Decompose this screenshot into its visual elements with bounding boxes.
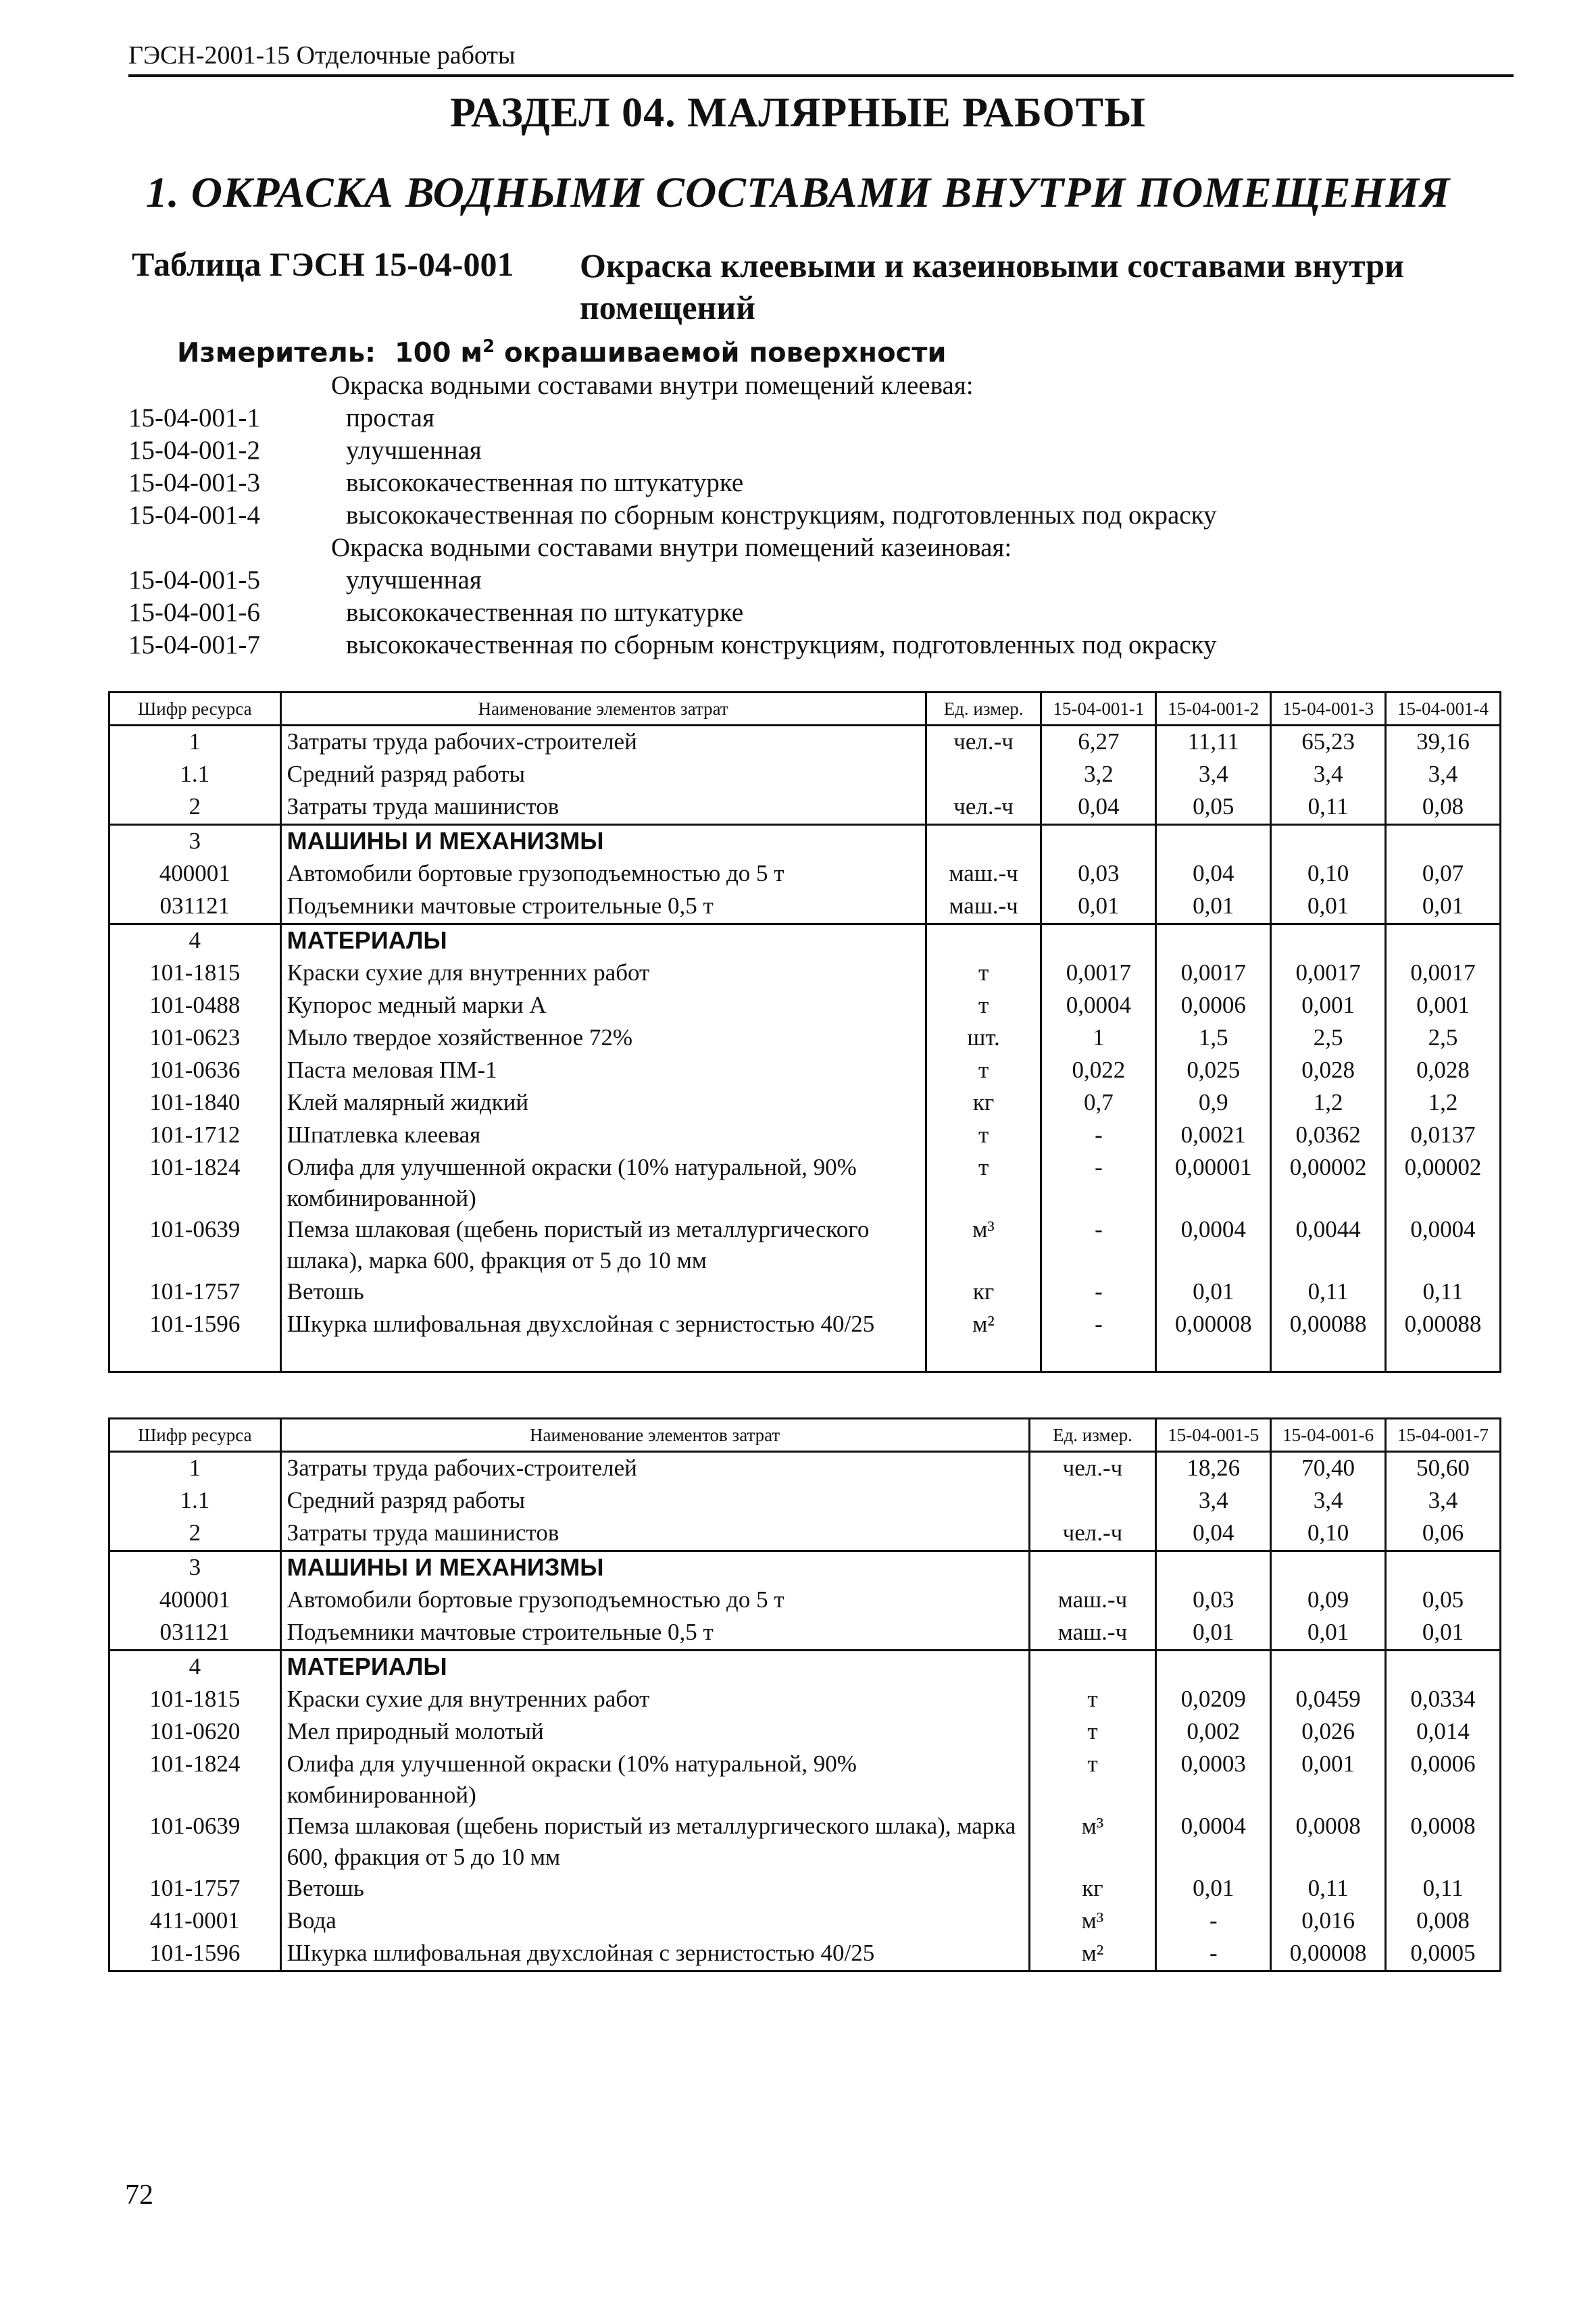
code-list-item: [128, 500, 1514, 532]
cell-code: 101-0623: [109, 1022, 281, 1055]
table-row: [109, 1022, 1501, 1055]
table-row: [109, 924, 1501, 958]
cell-name: Автомобили бортовые грузоподъемностью до 5 т: [280, 1584, 1029, 1617]
code-list-desc: высококачественная по сборным конструкциям, подготовленных под окраску: [346, 501, 1217, 530]
cell-value: 3,4: [1156, 1485, 1271, 1517]
code-list-item: [128, 597, 1514, 630]
cell-name: Мел природный молотый: [280, 1716, 1029, 1749]
cell-value: [1156, 1651, 1271, 1684]
code-list-desc: высококачественная по штукатурке: [346, 468, 744, 497]
table-row: [109, 890, 1501, 924]
cell-value: 3,2: [1041, 759, 1156, 791]
cell-code: 031121: [109, 1617, 281, 1651]
cell-value: 3,4: [1386, 1485, 1501, 1517]
table-row: [109, 1651, 1501, 1684]
cell-value: 0,01: [1156, 890, 1271, 924]
code-list-item: [128, 403, 1514, 435]
cell-value: 0,06: [1386, 1517, 1501, 1551]
cell-code: 031121: [109, 890, 281, 924]
code-list-desc: простая: [346, 403, 434, 432]
table-row: [109, 726, 1501, 759]
cell-value: 0,00088: [1271, 1309, 1386, 1372]
cell-value: -: [1041, 1152, 1156, 1214]
cell-value: 0,01: [1386, 890, 1501, 924]
cell-value: [1156, 1551, 1271, 1585]
cell-unit: т: [926, 1152, 1041, 1214]
cell-code: 2: [109, 791, 281, 825]
code-list-item: [128, 468, 1514, 500]
cell-name: Шкурка шлифовальная двухслойная с зернистостью 40/25: [280, 1938, 1029, 1971]
cell-value: 1: [1041, 1022, 1156, 1055]
subsection-title: 1. ОКРАСКА ВОДНЫМИ СОСТАВАМИ ВНУТРИ ПОМЕЩЕНИЯ: [145, 168, 1451, 216]
cell-value: 0,0004: [1041, 990, 1156, 1022]
code-list-desc: высококачественная по штукатурке: [346, 598, 744, 627]
code-list-item: [128, 630, 1514, 662]
table-row: [109, 759, 1501, 791]
cell-code: 1.1: [109, 1485, 281, 1517]
cell-value: 0,00001: [1156, 1152, 1271, 1214]
cell-value: [1271, 1551, 1386, 1585]
cell-name: Пемза шлаковая (щебень пористый из металлургического шлака), марка 600, фракция от 5 до 10 мм: [280, 1214, 926, 1276]
cell-name: Олифа для улучшенной окраски (10% натуральной, 90% комбинированной): [280, 1749, 1029, 1811]
cell-name: Затраты труда машинистов: [280, 1517, 1029, 1551]
cell-value: 0,0459: [1271, 1684, 1386, 1716]
cell-value: -: [1156, 1938, 1271, 1971]
cell-unit: кг: [1029, 1873, 1156, 1905]
table-row: [109, 1617, 1501, 1651]
cell-unit: чел.-ч: [926, 726, 1041, 759]
cell-value: 0,04: [1156, 858, 1271, 890]
code-list-item: [128, 435, 1514, 468]
table-row: [109, 990, 1501, 1022]
cell-value: [1041, 825, 1156, 859]
cell-unit: т: [1029, 1716, 1156, 1749]
cell-value: 0,10: [1271, 1517, 1386, 1551]
code-list: [128, 370, 1514, 662]
cell-unit: чел.-ч: [926, 791, 1041, 825]
cell-value: [1386, 825, 1501, 859]
cell-value: [1386, 924, 1501, 958]
cell-unit: т: [1029, 1749, 1156, 1811]
table-row: [109, 1485, 1501, 1517]
code-list-code: 15-04-001-6: [128, 598, 260, 627]
code-list-item: [128, 565, 1514, 597]
table-row: [109, 957, 1501, 990]
table-label: Таблица ГЭСН 15-04-001: [132, 245, 514, 283]
cell-name: Ветошь: [280, 1276, 926, 1309]
cell-value: 0,00008: [1271, 1938, 1386, 1971]
cell-value: 0,0017: [1271, 957, 1386, 990]
cell-unit: [926, 759, 1041, 791]
code-list-group: [128, 370, 1514, 403]
cell-value: 70,40: [1271, 1452, 1386, 1486]
cell-value: [1386, 1551, 1501, 1585]
cell-unit: т: [926, 1120, 1041, 1152]
table-row: [109, 1120, 1501, 1152]
cell-code: 411-0001: [109, 1905, 281, 1938]
cell-value: 0,028: [1386, 1055, 1501, 1087]
measure-rest: окрашиваемой поверхности: [495, 337, 947, 369]
cell-value: 1,2: [1386, 1087, 1501, 1120]
cell-value: 0,026: [1271, 1716, 1386, 1749]
cell-value: 0,01: [1156, 1617, 1271, 1651]
cell-name: Шпатлевка клеевая: [280, 1120, 926, 1152]
cell-name: Шкурка шлифовальная двухслойная с зернистостью 40/25: [280, 1309, 926, 1372]
cell-name: Затраты труда машинистов: [280, 791, 926, 825]
cell-unit: м³: [926, 1214, 1041, 1276]
cell-value: -: [1156, 1905, 1271, 1938]
cell-name: Автомобили бортовые грузоподъемностью до 5 т: [280, 858, 926, 890]
cell-value: 0,001: [1386, 990, 1501, 1022]
cell-code: 101-0636: [109, 1055, 281, 1087]
cell-value: 0,008: [1386, 1905, 1501, 1938]
cell-value: 0,0003: [1156, 1749, 1271, 1811]
cell-value: 6,27: [1041, 726, 1156, 759]
cell-value: [1271, 1651, 1386, 1684]
cell-value: 1,2: [1271, 1087, 1386, 1120]
cell-name: Пемза шлаковая (щебень пористый из металлургического шлака), марка 600, фракция от 5 до 10 мм: [280, 1811, 1029, 1873]
table-row: [109, 1452, 1501, 1486]
cell-code: 4: [109, 924, 281, 958]
table-row: [109, 1905, 1501, 1938]
table-row: [109, 1811, 1501, 1873]
cell-value: 0,11: [1386, 1873, 1501, 1905]
cell-name: Купорос медный марки А: [280, 990, 926, 1022]
cell-value: 0,0004: [1156, 1214, 1271, 1276]
cell-code: 101-0639: [109, 1811, 281, 1873]
code-list-desc: Окраска водными составами внутри помещений клеевая:: [331, 371, 974, 400]
cell-code: 101-0639: [109, 1214, 281, 1276]
header-norm-code: 15-04-001-4: [1386, 693, 1501, 726]
cell-value: 0,00088: [1386, 1309, 1501, 1372]
cell-value: 0,9: [1156, 1087, 1271, 1120]
measure-label: Измеритель:: [177, 337, 376, 369]
cell-value: 0,0021: [1156, 1120, 1271, 1152]
cell-value: 0,07: [1386, 858, 1501, 890]
cell-value: 0,0004: [1386, 1214, 1501, 1276]
table-row: [109, 1584, 1501, 1617]
table-row: [109, 1152, 1501, 1214]
cell-value: 0,11: [1386, 1276, 1501, 1309]
cell-value: 0,11: [1271, 1873, 1386, 1905]
cell-code: 400001: [109, 858, 281, 890]
code-list-code: 15-04-001-4: [128, 501, 260, 530]
cell-value: 0,05: [1386, 1584, 1501, 1617]
table-row: [109, 1517, 1501, 1551]
cell-code: 101-0488: [109, 990, 281, 1022]
cell-unit: т: [926, 990, 1041, 1022]
cell-value: [1156, 924, 1271, 958]
cell-name: МАШИНЫ И МЕХАНИЗМЫ: [280, 1551, 1029, 1585]
header-unit: Ед. измер.: [926, 693, 1041, 726]
running-header-text: ГЭСН-2001-15 Отделочные работы: [128, 41, 516, 70]
cell-value: 0,0004: [1156, 1811, 1271, 1873]
cell-name: Вода: [280, 1905, 1029, 1938]
cell-value: 0,04: [1156, 1517, 1271, 1551]
cell-value: 2,5: [1386, 1022, 1501, 1055]
cell-value: [1041, 924, 1156, 958]
cell-code: 3: [109, 1551, 281, 1585]
cell-value: 0,10: [1271, 858, 1386, 890]
code-list-code: 15-04-001-3: [128, 468, 260, 497]
cell-code: 1.1: [109, 759, 281, 791]
header-norm-code: 15-04-001-7: [1386, 1419, 1501, 1452]
cell-value: -: [1041, 1276, 1156, 1309]
cell-name: Олифа для улучшенной окраски (10% натуральной, 90% комбинированной): [280, 1152, 926, 1214]
cell-value: [1156, 825, 1271, 859]
cell-name: МАТЕРИАЛЫ: [280, 924, 926, 958]
cell-value: -: [1041, 1309, 1156, 1372]
cell-value: 3,4: [1271, 759, 1386, 791]
cell-unit: шт.: [926, 1022, 1041, 1055]
cell-name: Мыло твердое хозяйственное 72%: [280, 1022, 926, 1055]
cell-value: 0,0017: [1386, 957, 1501, 990]
cell-name: Клей малярный жидкий: [280, 1087, 926, 1120]
header-unit: Ед. измер.: [1029, 1419, 1156, 1452]
cell-value: 0,7: [1041, 1087, 1156, 1120]
cell-name: Средний разряд работы: [280, 1485, 1029, 1517]
cell-name: Средний разряд работы: [280, 759, 926, 791]
cell-value: [1386, 1651, 1501, 1684]
cell-unit: [926, 825, 1041, 859]
cell-value: 0,002: [1156, 1716, 1271, 1749]
cell-value: 11,11: [1156, 726, 1271, 759]
cell-value: 50,60: [1386, 1452, 1501, 1486]
cell-value: 0,0209: [1156, 1684, 1271, 1716]
cell-value: 18,26: [1156, 1452, 1271, 1486]
cell-unit: т: [926, 1055, 1041, 1087]
cell-name: Паста меловая ПМ-1: [280, 1055, 926, 1087]
cell-name: МАШИНЫ И МЕХАНИЗМЫ: [280, 825, 926, 859]
table-row: [109, 1938, 1501, 1971]
table-row: [109, 791, 1501, 825]
measure-line: [177, 336, 946, 368]
resource-table-2: [108, 1417, 1501, 1972]
cell-unit: чел.-ч: [1029, 1452, 1156, 1486]
cell-value: 0,00002: [1386, 1152, 1501, 1214]
cell-name: Затраты труда рабочих-строителей: [280, 726, 926, 759]
cell-value: 1,5: [1156, 1022, 1271, 1055]
cell-value: 3,4: [1156, 759, 1271, 791]
cell-value: 0,0005: [1386, 1938, 1501, 1971]
table-row: [109, 1873, 1501, 1905]
cell-code: 101-1824: [109, 1749, 281, 1811]
code-list-code: 15-04-001-5: [128, 565, 260, 595]
cell-code: 400001: [109, 1584, 281, 1617]
cell-unit: м³: [1029, 1905, 1156, 1938]
header-norm-code: 15-04-001-5: [1156, 1419, 1271, 1452]
cell-code: 101-1596: [109, 1309, 281, 1372]
cell-value: 0,0044: [1271, 1214, 1386, 1276]
cell-value: 3,4: [1386, 759, 1501, 791]
cell-value: 0,001: [1271, 1749, 1386, 1811]
code-list-code: 15-04-001-2: [128, 436, 260, 465]
cell-code: 101-1815: [109, 957, 281, 990]
cell-value: 0,01: [1386, 1617, 1501, 1651]
cell-value: 0,11: [1271, 1276, 1386, 1309]
cell-value: 0,08: [1386, 791, 1501, 825]
cell-code: 1: [109, 726, 281, 759]
cell-code: 1: [109, 1452, 281, 1486]
cell-value: 0,016: [1271, 1905, 1386, 1938]
cell-value: 0,025: [1156, 1055, 1271, 1087]
table-row: [109, 825, 1501, 859]
cell-value: 0,09: [1271, 1584, 1386, 1617]
code-list-desc: улучшенная: [346, 436, 482, 465]
cell-value: 0,0008: [1386, 1811, 1501, 1873]
cell-value: 0,0017: [1156, 957, 1271, 990]
header-norm-code: 15-04-001-3: [1271, 693, 1386, 726]
resource-table-1: [108, 691, 1501, 1373]
measure-value: 100 м: [394, 337, 483, 369]
cell-unit: [1029, 1551, 1156, 1585]
cell-unit: м³: [1029, 1811, 1156, 1873]
cell-unit: маш.-ч: [1029, 1617, 1156, 1651]
running-header: [128, 39, 1514, 77]
cell-code: 101-1712: [109, 1120, 281, 1152]
cell-value: 0,03: [1156, 1584, 1271, 1617]
header-code: Шифр ресурса: [109, 693, 281, 726]
cell-value: 0,01: [1271, 890, 1386, 924]
page-number: 72: [125, 2180, 153, 2211]
header-norm-code: 15-04-001-2: [1156, 693, 1271, 726]
cell-value: 2,5: [1271, 1022, 1386, 1055]
code-list-code: 15-04-001-1: [128, 403, 260, 432]
cell-unit: [1029, 1485, 1156, 1517]
cell-value: 0,00008: [1156, 1309, 1271, 1372]
cell-unit: м²: [926, 1309, 1041, 1372]
cell-unit: [1029, 1651, 1156, 1684]
cell-name: Краски сухие для внутренних работ: [280, 1684, 1029, 1716]
cell-value: 0,04: [1041, 791, 1156, 825]
code-list-desc: высококачественная по сборным конструкциям, подготовленных под окраску: [346, 630, 1217, 659]
cell-unit: кг: [926, 1276, 1041, 1309]
table-title: Окраска клеевыми и казеиновыми составами внутри помещений: [580, 247, 1404, 326]
cell-name: Подъемники мачтовые строительные 0,5 т: [280, 890, 926, 924]
cell-value: 0,0008: [1271, 1811, 1386, 1873]
cell-value: 0,01: [1271, 1617, 1386, 1651]
cell-code: 101-1757: [109, 1276, 281, 1309]
table-row: [109, 1214, 1501, 1276]
table-row: [109, 1684, 1501, 1716]
table-row: [109, 1087, 1501, 1120]
cell-unit: т: [926, 957, 1041, 990]
cell-value: 0,0006: [1156, 990, 1271, 1022]
cell-name: Ветошь: [280, 1873, 1029, 1905]
cell-code: 101-0620: [109, 1716, 281, 1749]
cell-name: МАТЕРИАЛЫ: [280, 1651, 1029, 1684]
cell-code: 101-1757: [109, 1873, 281, 1905]
cell-unit: т: [1029, 1684, 1156, 1716]
cell-code: 101-1815: [109, 1684, 281, 1716]
cell-value: 0,05: [1156, 791, 1271, 825]
cell-value: -: [1041, 1214, 1156, 1276]
cell-value: -: [1041, 1120, 1156, 1152]
cell-value: 0,01: [1156, 1873, 1271, 1905]
cell-value: 0,022: [1041, 1055, 1156, 1087]
cell-value: 0,014: [1386, 1716, 1501, 1749]
cell-code: 3: [109, 825, 281, 859]
section-title: РАЗДЕЛ 04. МАЛЯРНЫЕ РАБОТЫ: [450, 90, 1146, 136]
cell-value: 0,0017: [1041, 957, 1156, 990]
cell-value: 0,0362: [1271, 1120, 1386, 1152]
cell-code: 2: [109, 1517, 281, 1551]
header-norm-code: 15-04-001-1: [1041, 693, 1156, 726]
cell-value: 3,4: [1271, 1485, 1386, 1517]
table-row: [109, 1716, 1501, 1749]
cell-code: 101-1596: [109, 1938, 281, 1971]
header-name: Наименование элементов затрат: [280, 1419, 1029, 1452]
cell-value: 39,16: [1386, 726, 1501, 759]
table-row: [109, 1551, 1501, 1585]
cell-name: Краски сухие для внутренних работ: [280, 957, 926, 990]
code-list-group: [128, 532, 1514, 565]
cell-value: 0,01: [1041, 890, 1156, 924]
cell-value: 0,11: [1271, 791, 1386, 825]
cell-code: 101-1840: [109, 1087, 281, 1120]
cell-value: 65,23: [1271, 726, 1386, 759]
cell-unit: чел.-ч: [1029, 1517, 1156, 1551]
cell-value: 0,0137: [1386, 1120, 1501, 1152]
cell-unit: [926, 924, 1041, 958]
cell-code: 101-1824: [109, 1152, 281, 1214]
cell-value: 0,0334: [1386, 1684, 1501, 1716]
header-code: Шифр ресурса: [109, 1419, 281, 1452]
code-list-code: 15-04-001-7: [128, 630, 260, 659]
table-row: [109, 1309, 1501, 1372]
cell-unit: м²: [1029, 1938, 1156, 1971]
code-list-desc: Окраска водными составами внутри помещений казеиновая:: [331, 533, 1012, 562]
cell-value: 0,01: [1156, 1276, 1271, 1309]
cell-name: Затраты труда рабочих-строителей: [280, 1452, 1029, 1486]
cell-value: 0,001: [1271, 990, 1386, 1022]
cell-value: 0,0006: [1386, 1749, 1501, 1811]
cell-value: [1271, 825, 1386, 859]
cell-value: [1271, 924, 1386, 958]
header-name: Наименование элементов затрат: [280, 693, 926, 726]
cell-unit: маш.-ч: [1029, 1584, 1156, 1617]
measure-sup: 2: [482, 336, 495, 357]
cell-value: 0,00002: [1271, 1152, 1386, 1214]
table-row: [109, 1276, 1501, 1309]
cell-unit: кг: [926, 1087, 1041, 1120]
cell-unit: маш.-ч: [926, 858, 1041, 890]
cell-value: 0,028: [1271, 1055, 1386, 1087]
table-row: [109, 1749, 1501, 1811]
table-row: [109, 1055, 1501, 1087]
cell-name: Подъемники мачтовые строительные 0,5 т: [280, 1617, 1029, 1651]
table-row: [109, 858, 1501, 890]
cell-value: 0,03: [1041, 858, 1156, 890]
cell-code: 4: [109, 1651, 281, 1684]
header-norm-code: 15-04-001-6: [1271, 1419, 1386, 1452]
code-list-desc: улучшенная: [346, 565, 482, 595]
cell-unit: маш.-ч: [926, 890, 1041, 924]
